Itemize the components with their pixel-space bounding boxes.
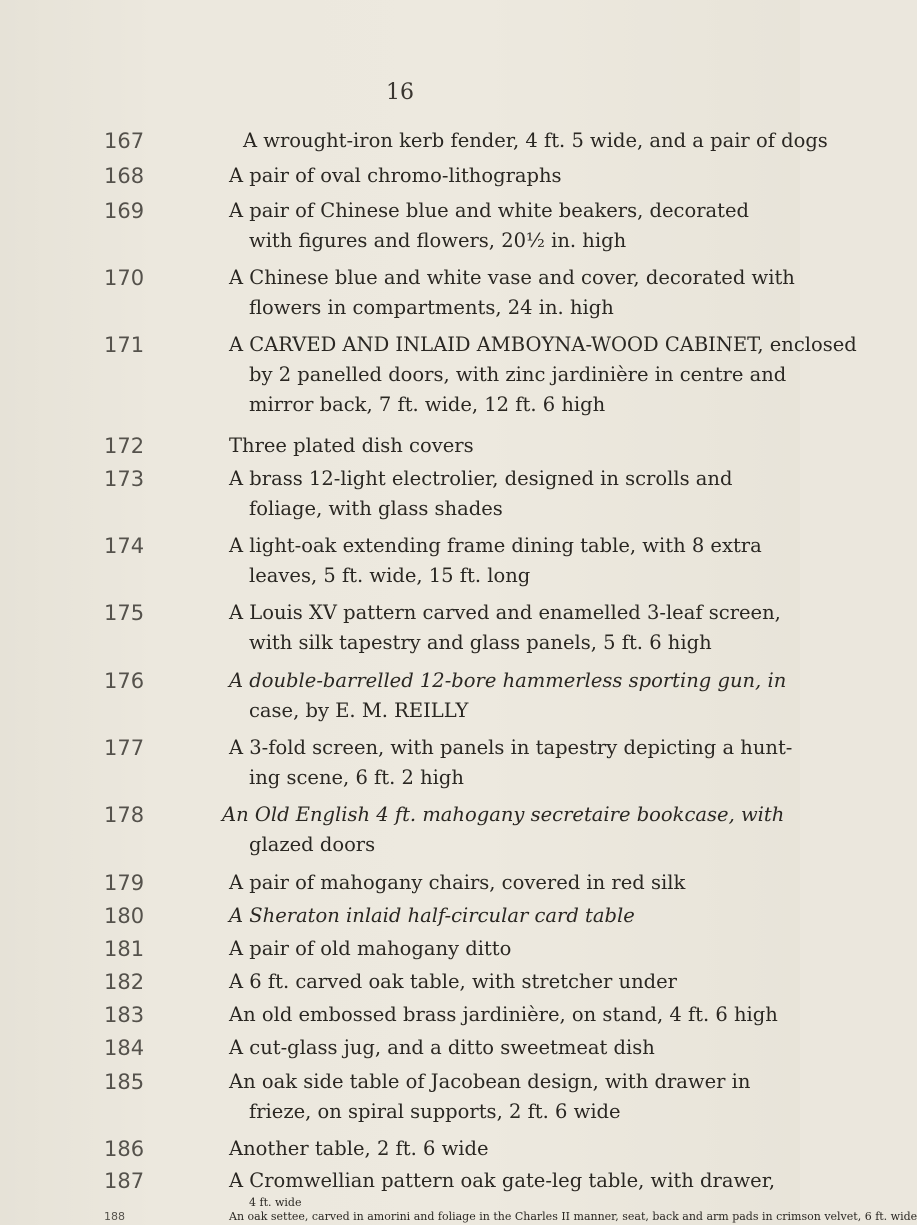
lot-description [229, 531, 762, 591]
description-line: A pair of Chinese blue and white beakers, decorated [229, 199, 750, 222]
lot-description [229, 196, 749, 256]
description-line: glazed doors [249, 833, 376, 856]
lot-description [229, 666, 787, 726]
lot-number: 183 [104, 1003, 145, 1027]
lot-number: 168 [104, 164, 145, 188]
lot-description [229, 263, 795, 323]
description-line: A 3-fold screen, with panels in tapestry depicting a hunt- [229, 736, 793, 759]
description-line: by 2 panelled doors, with zinc jardinière in centre and [249, 363, 787, 386]
lot-description [229, 1210, 917, 1224]
lot-description [229, 967, 749, 997]
description-line: A Sheraton inlaid half-circular card table [229, 904, 635, 927]
description-line: mirror back, 7 ft. wide, 12 ft. 6 high [249, 393, 606, 416]
lot-description [229, 431, 749, 461]
lot-description [229, 901, 749, 931]
lot-description [229, 934, 749, 964]
page-number: 16 [386, 80, 414, 105]
description-line: An oak side table of Jacobean design, with drawer in [229, 1070, 751, 1093]
description-line: with figures and flowers, 20½ in. high [249, 229, 627, 252]
lot-number: 169 [104, 199, 145, 223]
description-segment: velvet, 6 ft. wide [824, 1210, 917, 1223]
description-line: A CARVED AND INLAID AMBOYNA-WOOD CABINET, enclosed [229, 333, 857, 356]
description-line: A wrought-iron kerb fender, 4 ft. 5 wide, and a pair of dogs [243, 129, 828, 152]
lot-number: 179 [104, 871, 145, 895]
lot-number: 185 [104, 1070, 145, 1094]
lot-number: 188 [104, 1210, 125, 1223]
description-line: A cut-glass jug, and a ditto sweetmeat dish [229, 1036, 655, 1059]
lot-number: 171 [104, 333, 145, 357]
description-line [229, 1210, 917, 1224]
page-tail [0, 1196, 917, 1225]
description-line: leaves, 5 ft. wide, 15 ft. long [249, 564, 531, 587]
description-line: Three plated dish covers [229, 434, 474, 457]
lot-description [222, 800, 785, 860]
description-line: flowers in compartments, 24 in. high [249, 296, 614, 319]
description-segment: An oak settee, carved in amorini and foliage in the [229, 1210, 512, 1223]
description-line: A Cromwellian pattern oak gate-leg table, with drawer, [229, 1169, 776, 1192]
lot-description [229, 1067, 749, 1127]
lot-number: 172 [104, 434, 145, 458]
lot-description [229, 1166, 776, 1196]
description-line: A pair of old mahogany ditto [229, 937, 512, 960]
lot-number: 180 [104, 904, 145, 928]
lot-number: 178 [104, 803, 145, 827]
lot-description [229, 1134, 749, 1164]
description-line: An old embossed brass jardinière, on stand, 4 ft. 6 high [229, 1003, 778, 1026]
lot-number: 186 [104, 1137, 145, 1161]
lot-description [229, 330, 857, 420]
lot-number: 174 [104, 534, 145, 558]
description-line: A Chinese blue and white vase and cover, decorated with [229, 266, 795, 289]
lot-description [229, 598, 781, 658]
description-line: frieze, on spiral supports, 2 ft. 6 wide [249, 1100, 621, 1123]
description-line: 4 ft. wide [249, 1196, 302, 1209]
description-line: A double-barrelled 12-bore hammerless sporting gun, in [229, 669, 787, 692]
lot-number: 173 [104, 467, 145, 491]
description-line: A Louis XV pattern carved and enamelled 3-leaf screen, [229, 601, 781, 624]
lot-number: 177 [104, 736, 145, 760]
lot-number: 181 [104, 937, 145, 961]
description-line: A light-oak extending frame dining table, with 8 extra [229, 534, 762, 557]
lot-number: 176 [104, 669, 145, 693]
description-line: ing scene, 6 ft. 2 high [249, 766, 464, 789]
description-line: case, by E. M. REILLY [249, 699, 469, 722]
lot-number: 184 [104, 1036, 145, 1060]
lot-description [229, 1033, 749, 1063]
lot-description [243, 126, 828, 156]
description-segment: Charles II manner, seat, back and arm pads in crimson [514, 1210, 821, 1223]
description-line: A brass 12-light electrolier, designed in scrolls and [229, 467, 733, 490]
description-line: with silk tapestry and glass panels, 5 ft. 6 high [249, 631, 712, 654]
description-line: An Old English 4 ft. mahogany secretaire bookcase, with [222, 803, 785, 826]
lot-description [229, 464, 749, 524]
description-line: A pair of oval chromo-lithographs [229, 164, 562, 187]
description-line: Another table, 2 ft. 6 wide [229, 1137, 489, 1160]
lot-description [229, 868, 749, 898]
description-line: A 6 ft. carved oak table, with stretcher under [229, 970, 678, 993]
lot-description [229, 1000, 778, 1030]
lot-description [229, 733, 793, 793]
lot-description [229, 161, 749, 191]
lot-number: 170 [104, 266, 145, 290]
description-line: foliage, with glass shades [249, 497, 503, 520]
lot-number: 167 [104, 129, 145, 153]
lot-number: 175 [104, 601, 145, 625]
lot-description [229, 1196, 749, 1210]
lot-number: 187 [104, 1169, 145, 1193]
lot-number: 182 [104, 970, 145, 994]
description-line: A pair of mahogany chairs, covered in red silk [229, 871, 686, 894]
